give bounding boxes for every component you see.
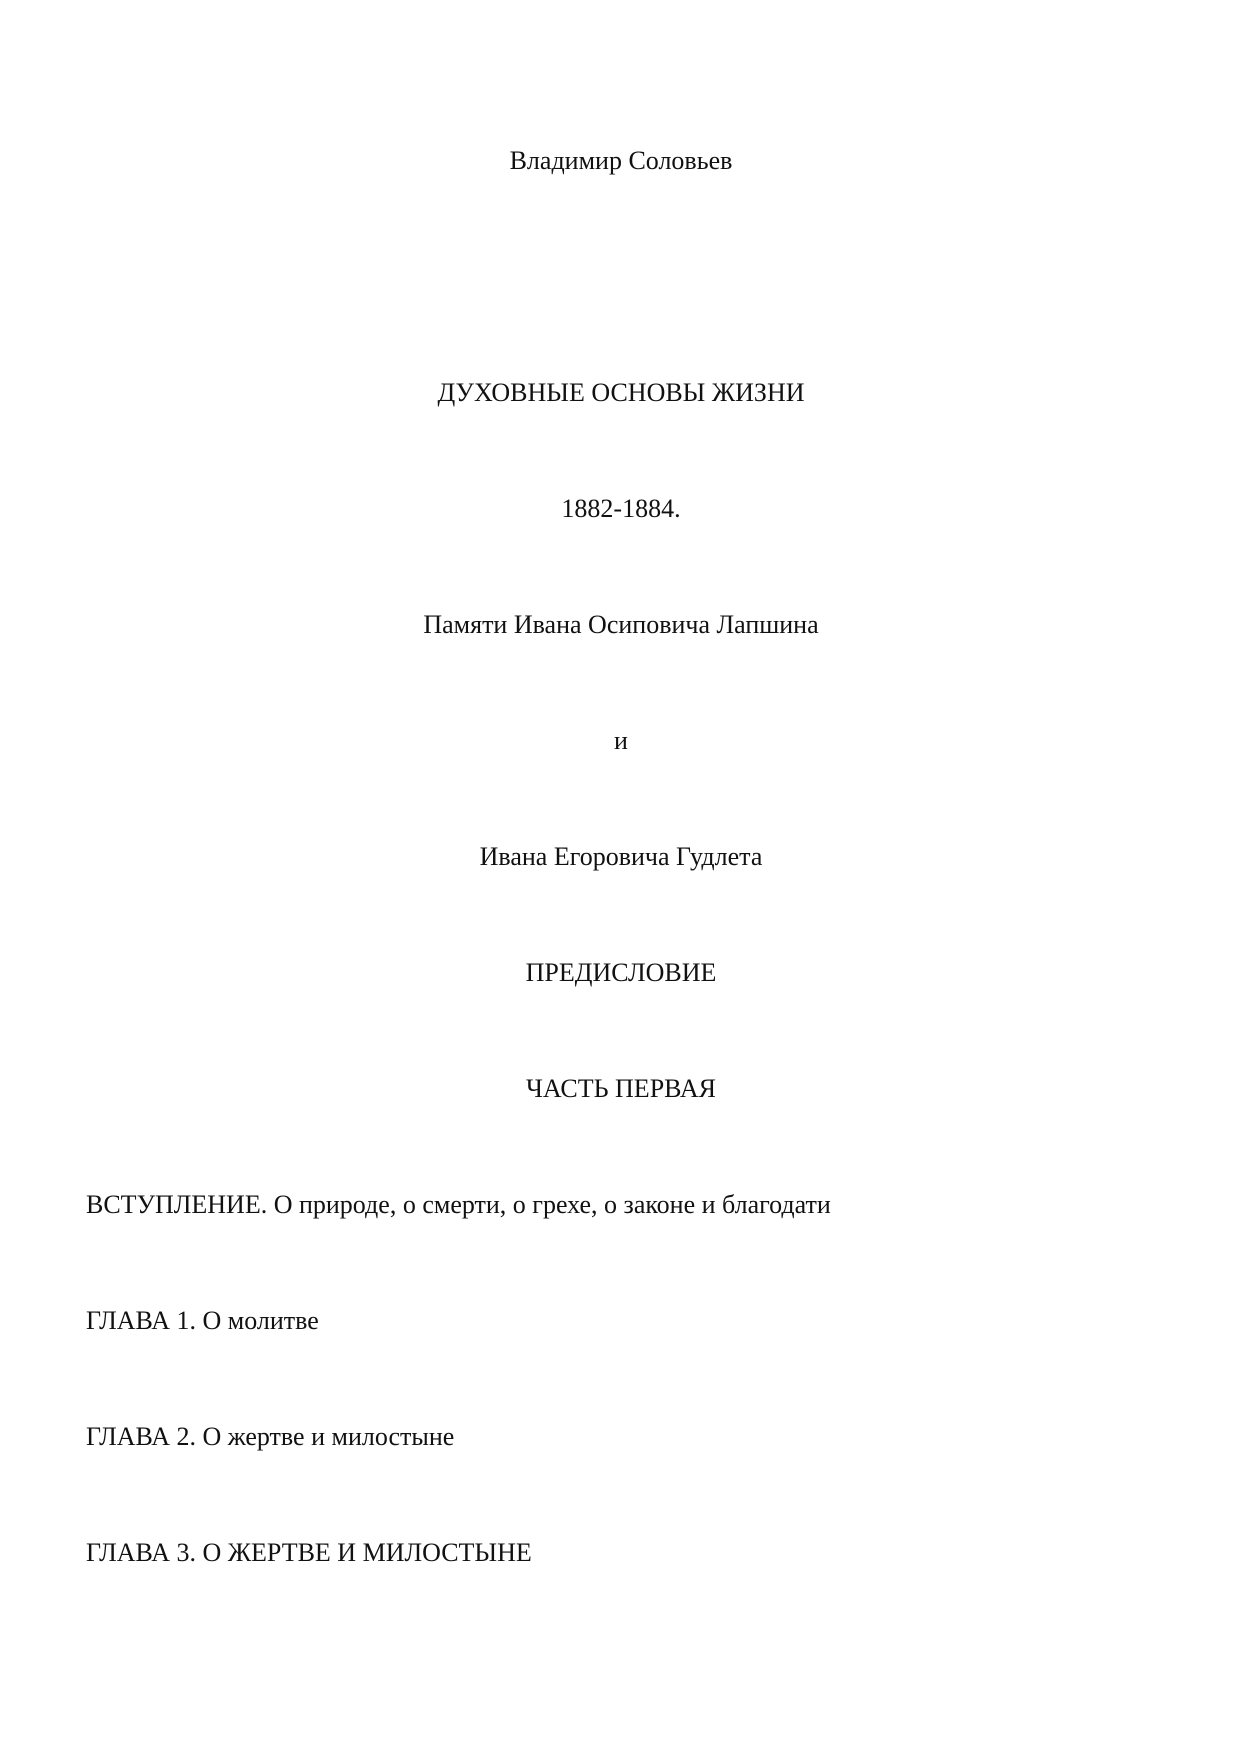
- part-one-heading: ЧАСТЬ ПЕРВАЯ: [526, 1074, 716, 1103]
- contents-entry-chapter-2: ГЛАВА 2. О жертве и милостыне: [86, 1422, 455, 1451]
- dedication-conjunction: и: [614, 726, 628, 755]
- contents-entry-introduction: ВСТУПЛЕНИЕ. О природе, о смерти, о грехе, о законе и благодати: [86, 1190, 831, 1219]
- contents-entry-chapter-3: ГЛАВА 3. О ЖЕРТВЕ И МИЛОСТЫНЕ: [86, 1538, 532, 1567]
- preface-heading: ПРЕДИСЛОВИЕ: [525, 958, 717, 987]
- contents-entry-chapter-1: ГЛАВА 1. О молитве: [86, 1306, 319, 1335]
- dedication-line-2: Ивана Егоровича Гудлета: [479, 842, 763, 871]
- dedication-line-1: Памяти Ивана Осиповича Лапшина: [423, 610, 819, 639]
- book-title: ДУХОВНЫЕ ОСНОВЫ ЖИЗНИ: [437, 378, 805, 407]
- author-name: Владимир Соловьев: [509, 146, 733, 175]
- years: 1882-1884.: [561, 494, 681, 523]
